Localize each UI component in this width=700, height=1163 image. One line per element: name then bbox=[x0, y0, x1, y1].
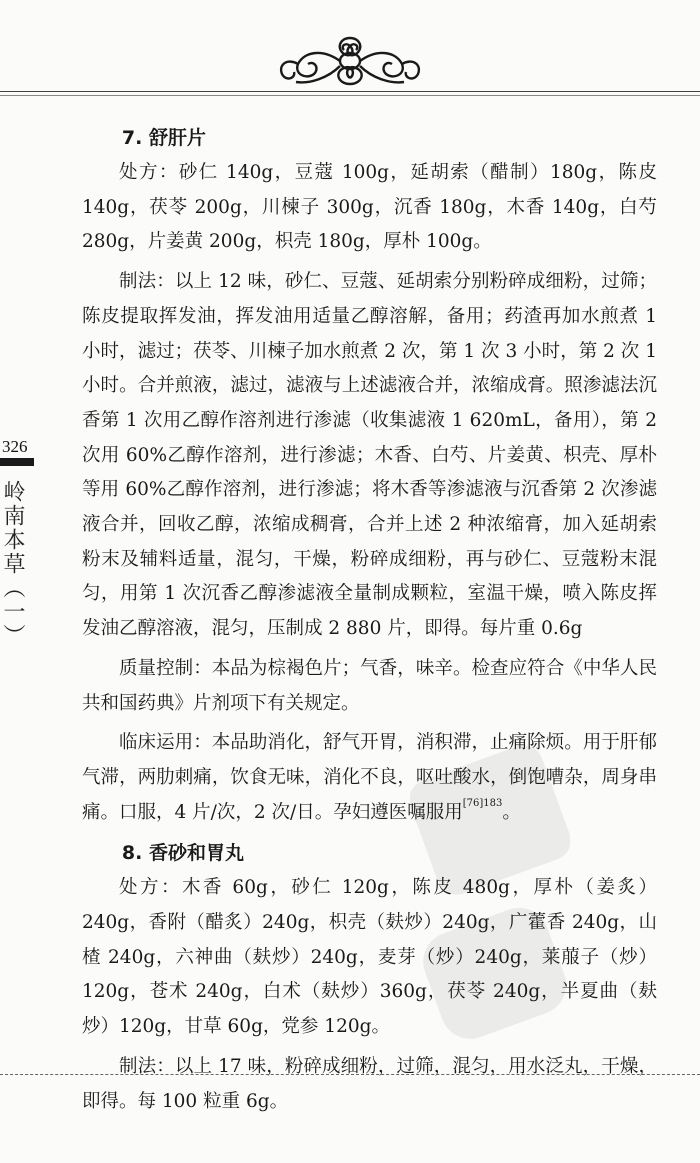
footer-rule bbox=[0, 1074, 700, 1075]
page-number: 326 bbox=[2, 437, 28, 456]
paragraph-text: 砂仁 140g，豆蔻 100g，延胡索（醋制）180g，陈皮 140g，茯苓 200g，川楝子 300g，沉香 180g，木香 140g，白芍 280g，片姜黄 200g，枳壳 180g，厚朴 100g。 bbox=[82, 162, 657, 253]
header-rule bbox=[0, 91, 700, 92]
paragraph-label: 制法： bbox=[119, 271, 175, 293]
paragraph-label: 临床运用： bbox=[119, 732, 212, 754]
paragraph-text: 以上 12 味，砂仁、豆蔻、延胡索分别粉碎成细粉，过筛；陈皮提取挥发油，挥发油用适量乙醇溶解，备用；药渣再加水煎煮 1 小时，滤过；茯苓、川楝子加水煎煮 2 次，第 1 次 3 小时，第 2 次 1 小时。合并煎液，滤过，滤液与上述滤液合并，浓缩成膏。照渗滤法沉香第 1 次用乙醇作溶剂进行渗滤（收集滤液 1 620mL，备用），第 2 次用 60%乙醇作溶剂，进行渗滤；木香、白芍、片姜黄、枳壳、厚朴等用 60%乙醇作溶剂，进行渗滤；将木香等渗滤液与沉香第 2 次渗滤液合并，回收乙醇，浓缩成稠膏，合并上述 2 种浓缩膏，加入延胡索粉末及辅料适量，混匀，干燥，粉碎成细粉，再与砂仁、豆蔻粉末混匀，用第 1 次沉香乙醇渗滤液全量制成颗粒，室温干燥，喷入陈皮挥发油乙醇溶液，混匀，压制成 2 880 片，即得。每片重 0.6g bbox=[82, 271, 657, 640]
paragraph-label: 制法： bbox=[119, 1055, 175, 1077]
paragraph-text: 本品助消化，舒气开胃，消积滞，止痛除烦。用于肝郁气滞，两肋刺痛，饮食无味，消化不良，呕吐酸水，倒饱嘈杂，周身串痛。口服，4 片/次，2 次/日。孕妇遵医嘱服用 bbox=[82, 732, 657, 823]
side-bar bbox=[0, 458, 34, 466]
paragraph-quality-control bbox=[82, 652, 657, 721]
paragraph-preparation bbox=[82, 1050, 657, 1119]
paragraph-tail: 。 bbox=[502, 801, 521, 823]
paragraph-text: 木香 60g，砂仁 120g，陈皮 480g，厚朴（姜炙）240g，香附（醋炙）240g，枳壳（麸炒）240g，广藿香 240g，山楂 240g，六神曲（麸炒）240g，麦芽（炒）240g，莱菔子（炒）120g，苍术 240g，白术（麸炒）360g，茯苓 240g，半夏曲（麸炒）120g，甘草 60g，党参 120g。 bbox=[82, 877, 657, 1038]
paragraph-text: 本品为棕褐色片；气香，味辛。检查应符合《中华人民共和国药典》片剂项下有关规定。 bbox=[82, 657, 657, 714]
paragraph-prescription bbox=[82, 871, 657, 1045]
document-body bbox=[82, 120, 657, 1119]
paragraph-text: 以上 17 味，粉碎成细粉，过筛，混匀，用水泛丸，干燥，即得。每 100 粒重 6g。 bbox=[82, 1055, 657, 1112]
paragraph-prescription bbox=[82, 156, 657, 260]
paragraph-clinical-use bbox=[82, 726, 657, 830]
section-heading: 7. 舒肝片 bbox=[121, 127, 206, 149]
paragraph-label: 处方： bbox=[119, 162, 179, 183]
paragraph-preparation bbox=[82, 265, 657, 647]
paragraph-label: 处方： bbox=[119, 877, 183, 899]
section-heading: 8. 香砂和胃丸 bbox=[121, 842, 244, 865]
header-ornament bbox=[270, 30, 430, 92]
header-rule-secondary bbox=[0, 95, 700, 96]
paragraph-label: 质量控制： bbox=[119, 657, 212, 679]
side-book-title: 岭南本草（一） bbox=[0, 480, 25, 648]
citation-superscript: [76]183 bbox=[462, 797, 503, 809]
